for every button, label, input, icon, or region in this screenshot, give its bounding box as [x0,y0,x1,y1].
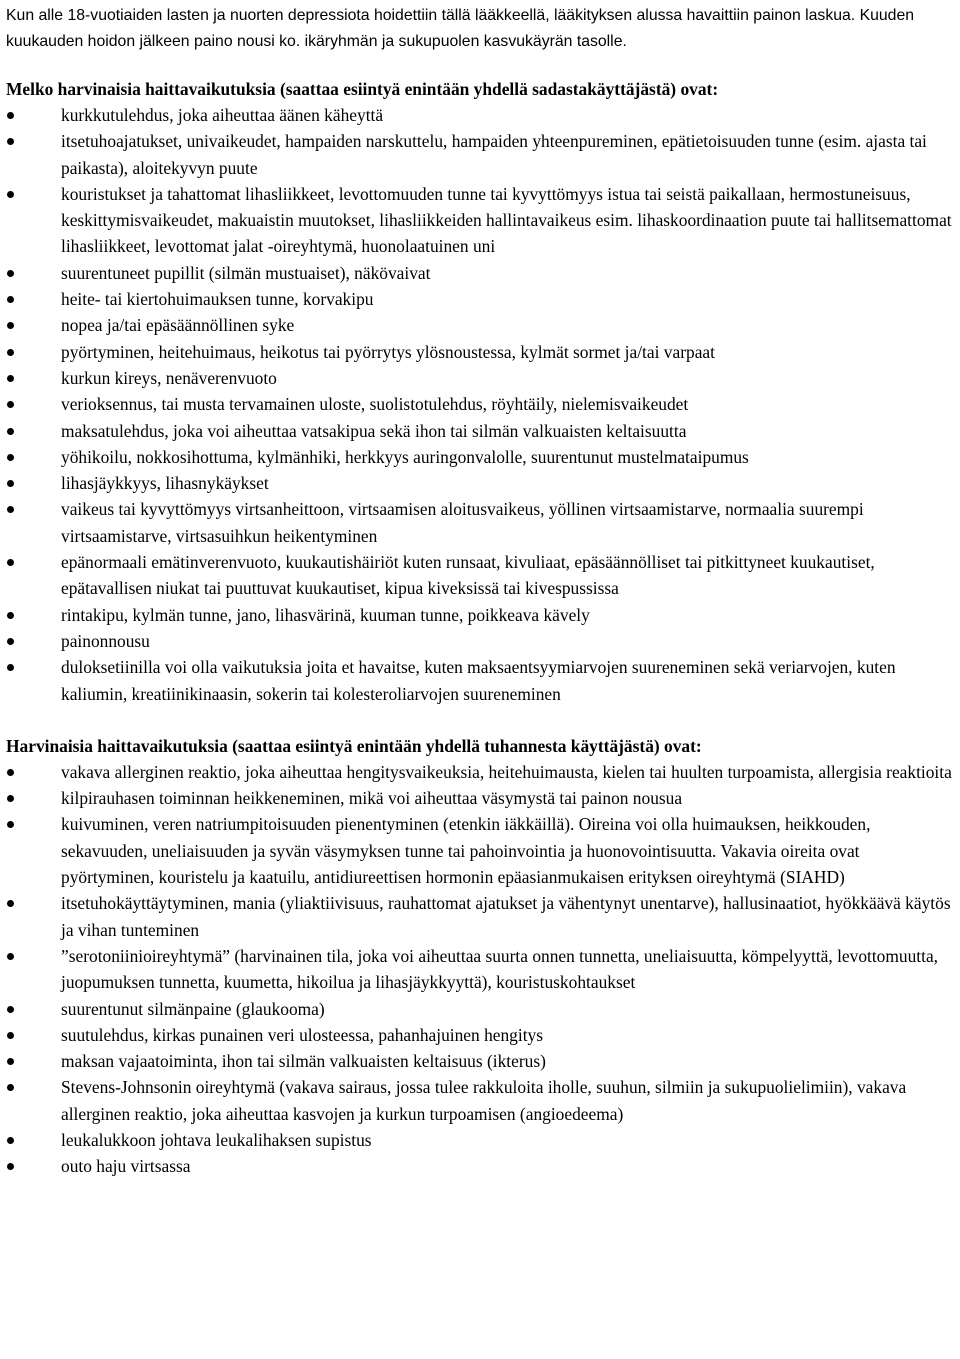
list-item-text: vakava allerginen reaktio, joka aiheuttaa hengitysvaikeuksia, heitehuimausta, kielen tai huulten turpoamista, allergisia reaktioita [61,761,952,782]
list-item [6,181,956,260]
uncommon-side-effects-list [6,102,956,707]
bullet-icon [7,1032,14,1039]
bullet-icon [7,428,14,435]
list-item [6,339,956,365]
bullet-icon [7,375,14,382]
list-item [6,785,956,811]
bullet-icon [7,454,14,461]
list-item [6,260,956,286]
list-item [6,128,956,181]
list-item-text: maksatulehdus, joka voi aiheuttaa vatsakipua sekä ihon tai silmän valkuaisten keltaisuutta [61,420,687,441]
list-item-text: vaikeus tai kyvyttömyys virtsanheittoon, virtsaamisen aloitusvaikeus, yöllinen virtsaamistarve, normaalia suurempi virtsaamistarve, virtsasuihkun heikentyminen [61,499,864,546]
list-item [6,549,956,602]
list-item-text: ”serotoniinioireyhtymä” (harvinainen tila, joka voi aiheuttaa suurta onnen tunnetta, uneliaisuutta, kömpelyyttä, levottomuutta, juopumuksen tunnetta, kuumetta, hikoilua ja lihasjäykkyyttä), kouristuskohtaukset [61,945,939,993]
list-item [6,1127,956,1153]
list-item [6,286,956,312]
list-item [6,890,956,943]
list-item [6,470,956,496]
list-item-text: rintakipu, kylmän tunne, jano, lihasvärinä, kuuman tunne, poikkeava kävely [61,604,590,625]
rare-side-effects-list [6,759,956,1180]
list-item [6,602,956,628]
list-item-text: painonnousu [61,630,150,651]
list-item-text: kurkkutulehdus, joka aiheuttaa äänen käheyttä [61,105,384,125]
bullet-icon [7,480,14,487]
list-item [6,1048,956,1074]
list-item-text: itsetuhokäyttäytyminen, mania (yliaktiivisuus, rauhattomat ajatukset ja vähentynyt unentarve), hallusinaatiot, hyökkäävä käytös ja vihan tunteminen [61,893,951,940]
bullet-icon [7,1163,14,1170]
bullet-icon [7,900,14,907]
bullet-icon [7,638,14,645]
list-item-text: outo haju virtsassa [61,1156,191,1177]
list-item-text: pyörtyminen, heitehuimaus, heikotus tai pyörrytys ylösnoustessa, kylmät sormet ja/tai varpaat [61,341,715,362]
list-item [6,996,956,1022]
list-item-text: nopea ja/tai epäsäännöllinen syke [61,315,295,336]
bullet-icon [7,953,14,960]
bullet-icon [7,795,14,802]
bullet-icon [7,769,14,776]
document-page [6,0,956,1180]
list-item [6,654,956,707]
bullet-icon [7,1084,14,1091]
list-item [6,1022,956,1048]
list-item-text: duloksetiinilla voi olla vaikutuksia joita et havaitse, kuten maksaentsyymiarvojen suureneminen sekä veriarvojen, kuten kaliumin, kreatiinikinaasin, sokerin tai kolesteroliarvojen suureneminen [61,657,896,704]
list-item [6,1074,956,1127]
list-item-text: lihasjäykkyys, lihasnykäykset [61,473,269,494]
bullet-icon [7,664,14,671]
bullet-icon [7,349,14,356]
bullet-icon [7,270,14,277]
bullet-icon [7,1006,14,1013]
list-item-text: kilpirauhasen toiminnan heikkeneminen, mikä voi aiheuttaa väsymystä tai painon nousua [61,788,683,809]
list-item-text: suutulehdus, kirkas punainen veri ulosteessa, pahanhajuinen hengitys [61,1024,544,1045]
bullet-icon [7,559,14,566]
list-item [6,496,956,549]
list-item [6,628,956,654]
list-item [6,1153,956,1179]
list-item-text: kurkun kireys, nenäverenvuoto [61,367,277,388]
bullet-icon [7,296,14,303]
list-item-text: maksan vajaatoiminta, ihon tai silmän valkuaisten keltaisuus (ikterus) [61,1051,546,1072]
list-item [6,943,956,996]
list-item-text: epänormaali emätinverenvuoto, kuukautishäiriöt kuten runsaat, kivuliaat, epäsäännölliset tai pitkittyneet kuukautiset, epätavallisen niukat tai puuttuvat kuukautiset, kipua kiveksissä tai kivespussissa [61,552,875,599]
list-item-text: suurentunut silmänpaine (glaukooma) [61,998,325,1019]
list-item-text: itsetuhoajatukset, univaikeudet, hampaiden narskuttelu, hampaiden yhteenpureminen, epätietoisuuden tunne (esim. ajasta tai paikasta), aloitekyvyn puute [61,131,927,178]
bullet-icon [7,112,14,119]
list-item-text: verioksennus, tai musta tervamainen uloste, suolistotulehdus, röyhtäily, nielemisvaikeudet [61,394,689,415]
bullet-icon [7,138,14,145]
bullet-icon [7,506,14,513]
list-item [6,312,956,338]
list-item [6,444,956,470]
uncommon-side-effects-heading: Melko harvinaisia haittavaikutuksia (saattaa esiintyä enintään yhdellä sadastakäyttäjästä) ovat: [6,79,719,99]
list-item-text: heite- tai kiertohuimauksen tunne, korvakipu [61,289,374,310]
list-item [6,391,956,417]
bullet-icon [7,612,14,619]
list-item-text: suurentuneet pupillit (silmän mustuaiset), näkövaivat [61,262,431,283]
bullet-icon [7,1058,14,1065]
list-item-text: Stevens-Johnsonin oireyhtymä (vakava sairaus, jossa tulee rakkuloita iholle, suuhun, silmiin ja sukupuolielimiin), vakava allerginen reaktio, joka aiheuttaa kasvojen ja kurkun turpoamisen (angioedeema) [61,1077,907,1124]
bullet-icon [7,401,14,408]
list-item [6,811,956,890]
list-item-text: yöhikoilu, nokkosihottuma, kylmänhiki, herkkyys auringonvalolle, suurentunut mustelmataipumus [61,446,749,467]
list-item-text: kouristukset ja tahattomat lihasliikkeet, levottomuuden tunne tai kyvyttömyys istua tai seistä paikallaan, hermostuneisuus, keskittymisvaikeudet, makuaistin muutokset, lihasliikkeiden hallintavaikeus esim. lihaskoordinaation puute tai hallitsemattomat lihasliikkeet, levottomat jalat -oireyhtymä, huonolaatuinen uni [61,183,952,257]
rare-side-effects-heading: Harvinaisia haittavaikutuksia (saattaa esiintyä enintään yhdellä tuhannesta käyttäjästä) ovat: [6,735,702,756]
bullet-icon [7,821,14,828]
list-item [6,418,956,444]
list-item-text: leukalukkoon johtava leukalihaksen supistus [61,1129,372,1150]
list-item-text: kuivuminen, veren natriumpitoisuuden pienentyminen (etenkin iäkkäillä). Oireina voi olla huimauksen, heikkouden, sekavuuden, uneliaisuuden ja syvän väsymyksen tunne tai pahoinvointia ja huonovointisuutta. Vakavia oireita ovat pyörtyminen, kouristelu ja kaatuilu, antidiureettisen hormonin epäasianmukaisen erityksen oireyhtymä (SIAHD) [61,814,871,888]
intro-paragraph: Kun alle 18-vuotiaiden lasten ja nuorten depressiota hoidettiin tällä lääkkeellä, lääkityksen alussa havaittiin painon laskua. Kuuden kuukauden hoidon jälkeen paino nousi ko. ikäryhmän ja sukupuolen kasvukäyrän tasolle. [6,7,915,50]
list-item [6,759,956,785]
bullet-icon [7,322,14,329]
list-item [6,102,956,128]
list-item [6,365,956,391]
bullet-icon [7,1137,14,1144]
bullet-icon [7,191,14,198]
